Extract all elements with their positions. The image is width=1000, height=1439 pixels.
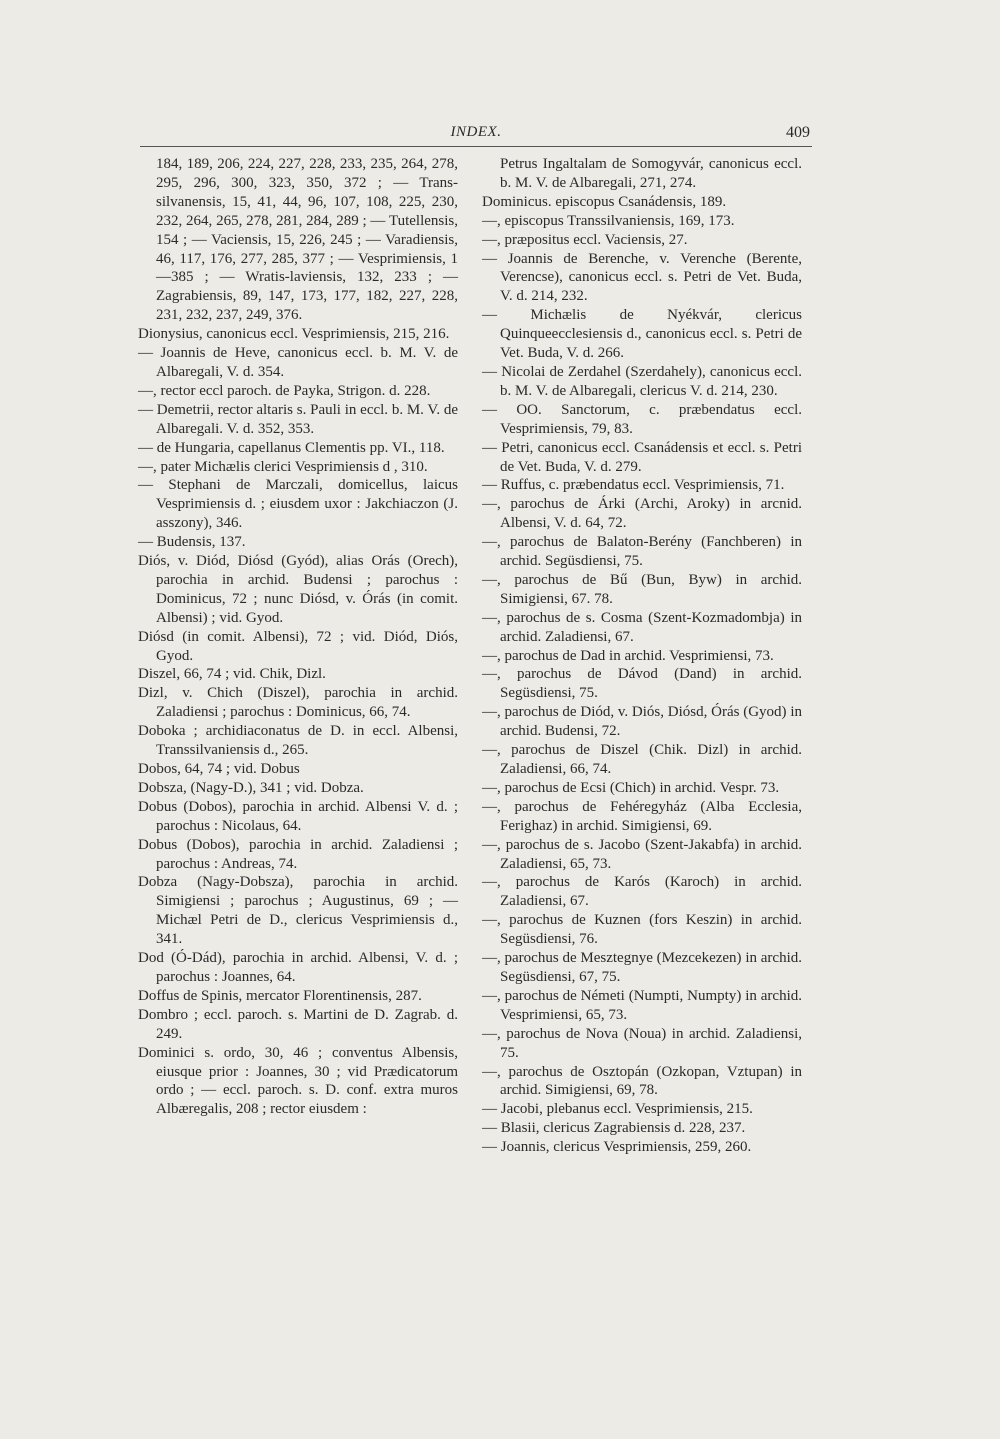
index-entry: —, parochus de Dávod (Dand) in archid. Següsdiensi, 75.	[482, 666, 802, 702]
running-title: INDEX.	[450, 124, 502, 140]
index-entry: Dizl, v. Chich (Diszel), parochia in archid. Zaladiensi ; parochus : Dominicus, 66, 74.	[138, 685, 458, 721]
index-entry: Dobza (Nagy-Dobsza), parochia in archid. Simigiensi ; parochus ; Augustinus, 69 ; — Michæl Petri de D., clericus Vesprimiensis d., 341.	[138, 874, 458, 948]
page-number: 409	[786, 124, 810, 141]
right-column	[482, 155, 802, 1157]
index-entry: Dobos, 64, 74 ; vid. Dobus	[138, 761, 300, 777]
index-entry: — Joannis, clericus Vesprimiensis, 259, 260.	[482, 1139, 752, 1156]
index-entry: Petrus Ingaltalam de Somogyvár, canonicus eccl. b. M. V. de Albaregali, 271, 274.	[500, 156, 802, 191]
index-entry: Doboka ; archidiaconatus de D. in eccl. Albensi, Transsilvaniensis d., 265.	[138, 723, 458, 759]
index-entry: — Ruffus, c. præbendatus eccl. Vesprimiensis, 71.	[482, 477, 785, 494]
index-entry: — Joannis de Berenche, v. Verenche (Berente, Verencse), canonicus eccl. s. Petri de Vet. Buda, V. d. 214, 232.	[482, 250, 802, 305]
index-entry: — Blasii, clericus Zagrabiensis d. 228, 237.	[482, 1120, 746, 1137]
index-entry: Diszel, 66, 74 ; vid. Chik, Dizl.	[138, 666, 326, 683]
index-entry: —, parochus de s. Cosma (Szent-Kozmadombja) in archid. Zaladiensi, 67.	[482, 609, 802, 645]
index-entry: —, parochus de Mesztegnye (Mezcekezen) in archid. Següsdiensi, 67, 75.	[482, 950, 802, 985]
index-entry: —, parochus de Diszel (Chik. Dizl) in archid. Zaladiensi, 66, 74.	[482, 742, 802, 777]
index-entry: —, parochus de Ecsi (Chich) in archid. Vespr. 73.	[482, 779, 780, 796]
index-entry: — Petri, canonicus eccl. Csanádensis et eccl. s. Petri de Vet. Buda, V. d. 279.	[482, 439, 802, 475]
index-entry: — Joannis de Heve, canonicus eccl. b. M. V. de Albaregali, V. d. 354.	[138, 345, 458, 380]
index-entry: Diósd (in comit. Albensi), 72 ; vid. Diód, Diós, Gyod.	[138, 628, 458, 664]
index-entry: — Budensis, 137.	[138, 534, 246, 551]
index-entry: — Nicolai de Zerdahel (Szerdahely), canonicus eccl. b. M. V. de Albaregali, clericus V. d. 214, 230.	[482, 363, 802, 399]
index-entry: —, parochus de Németi (Numpti, Numpty) in archid. Vesprimiensi, 65, 73.	[482, 987, 802, 1023]
index-entry: —, pater Michælis clerici Vesprimiensis d , 310.	[138, 458, 428, 475]
index-entry: —, præpositus eccl. Vaciensis, 27.	[482, 231, 688, 248]
index-entry: —, parochus de Diód, v. Diós, Diósd, Órás (Gyod) in archid. Budensi, 72.	[482, 704, 802, 740]
index-entry: Dobus (Dobos), parochia in archid. Albensi V. d. ; parochus : Nicolaus, 64.	[138, 798, 458, 834]
index-entry: —, parochus de Osztopán (Ozkopan, Vztupan) in archid. Simigiensi, 69, 78.	[482, 1063, 802, 1099]
index-entry: —, parochus de Balaton-Berény (Fanchberen) in archid. Següsdiensi, 75.	[482, 534, 802, 570]
index-entry: Dominici s. ordo, 30, 46 ; conventus Albensis, eiusque prior : Joannes, 30 ; vid Prædicatorum ordo ; — eccl. paroch. s. D. conf. extra muros Albæregalis, 208 ; rector eiusdem :	[138, 1044, 458, 1118]
index-entry: —, parochus de s. Jacobo (Szent-Jakabfa) in archid. Zaladiensi, 65, 73.	[482, 836, 802, 872]
index-entry: — Jacobi, plebanus eccl. Vesprimiensis, 215.	[482, 1101, 753, 1118]
index-entry: — OO. Sanctorum, c. præbendatus eccl. Vesprimiensis, 79, 83.	[482, 401, 802, 437]
index-entry: Dobus (Dobos), parochia in archid. Zaladiensi ; parochus : Andreas, 74.	[138, 836, 458, 872]
index-entry: Dobsza, (Nagy-D.), 341 ; vid. Dobza.	[138, 779, 364, 796]
index-entry: Dod (Ó-Dád), parochia in archid. Albensi, V. d. ; parochus : Joannes, 64.	[138, 950, 458, 985]
index-entry: Diós, v. Diód, Diósd (Gyód), alias Orás (Orech), parochia in archid. Budensi ; parochus : Dominicus, 72 ; nunc Diósd, v. Órás (in comit. Albensi) ; vid. Gyod.	[138, 553, 458, 626]
index-entry: —, parochus de Karós (Karoch) in archid. Zaladiensi, 67.	[482, 874, 802, 910]
index-entry: — Demetrii, rector altaris s. Pauli in eccl. b. M. V. de Albaregali. V. d. 352, 353.	[138, 401, 458, 437]
index-entry: —, parochus de Dad in archid. Vesprimiensi, 73.	[482, 647, 774, 664]
index-entry: 184, 189, 206, 224, 227, 228, 233, 235, 264, 278, 295, 296, 300, 323, 350, 372 ; — Trans-silvanensis, 15, 41, 44, 96, 107, 108, 225, 230, 232, 264, 265, 278, 281, 284, 289 ; — Tutellensis, 154 ; — Vaciensis, 15, 226, 245 ; — Varadiensis, 46, 117, 176, 277, 285, 377 ; — Vesprimiensis, 1—385 ; — Wratis-laviensis, 132, 233 ; — Zagrabiensis, 89, 147, 173, 177, 182, 227, 228, 231, 232, 237, 249, 376.	[156, 156, 458, 324]
index-entry: Dionysius, canonicus eccl. Vesprimiensis, 215, 216.	[138, 326, 450, 343]
index-entry: —, parochus de Fehéregyház (Alba Ecclesia, Ferighaz) in archid. Simigiensi, 69.	[482, 798, 802, 834]
index-entry: —, rector eccl paroch. de Payka, Strigon. d. 228.	[138, 382, 431, 399]
index-entry: —, parochus de Kuznen (fors Keszin) in archid. Següsdiensi, 76.	[482, 912, 802, 948]
index-entry: Dominicus. episcopus Csanádensis, 189.	[482, 193, 727, 210]
index-entry: Dombro ; eccl. paroch. s. Martini de D. Zagrab. d. 249.	[138, 1006, 458, 1042]
index-entry: —, episcopus Transsilvaniensis, 169, 173.	[482, 212, 735, 229]
page-header	[140, 124, 812, 147]
index-entry: —, parochus de Bű (Bun, Byw) in archid. Simigiensi, 67. 78.	[482, 571, 802, 607]
left-column	[138, 155, 458, 1119]
index-entry: —, parochus de Árki (Archi, Aroky) in arcnid. Albensi, V. d. 64, 72.	[482, 496, 802, 532]
index-entry: — de Hungaria, capellanus Clementis pp. VI., 118.	[138, 439, 445, 456]
index-entry: —, parochus de Nova (Noua) in archid. Zaladiensi, 75.	[482, 1025, 802, 1061]
index-entry: — Michælis de Nyékvár, clericus Quinqueecclesiensis d., canonicus eccl. s. Petri de Vet. Buda, V. d. 266.	[482, 307, 802, 362]
index-entry: — Stephani de Marczali, domicellus, laicus Vesprimiensis d. ; eiusdem uxor : Jakchiaczon (J. asszony), 346.	[138, 477, 458, 532]
index-entry: Doffus de Spinis, mercator Florentinensis, 287.	[138, 987, 422, 1004]
